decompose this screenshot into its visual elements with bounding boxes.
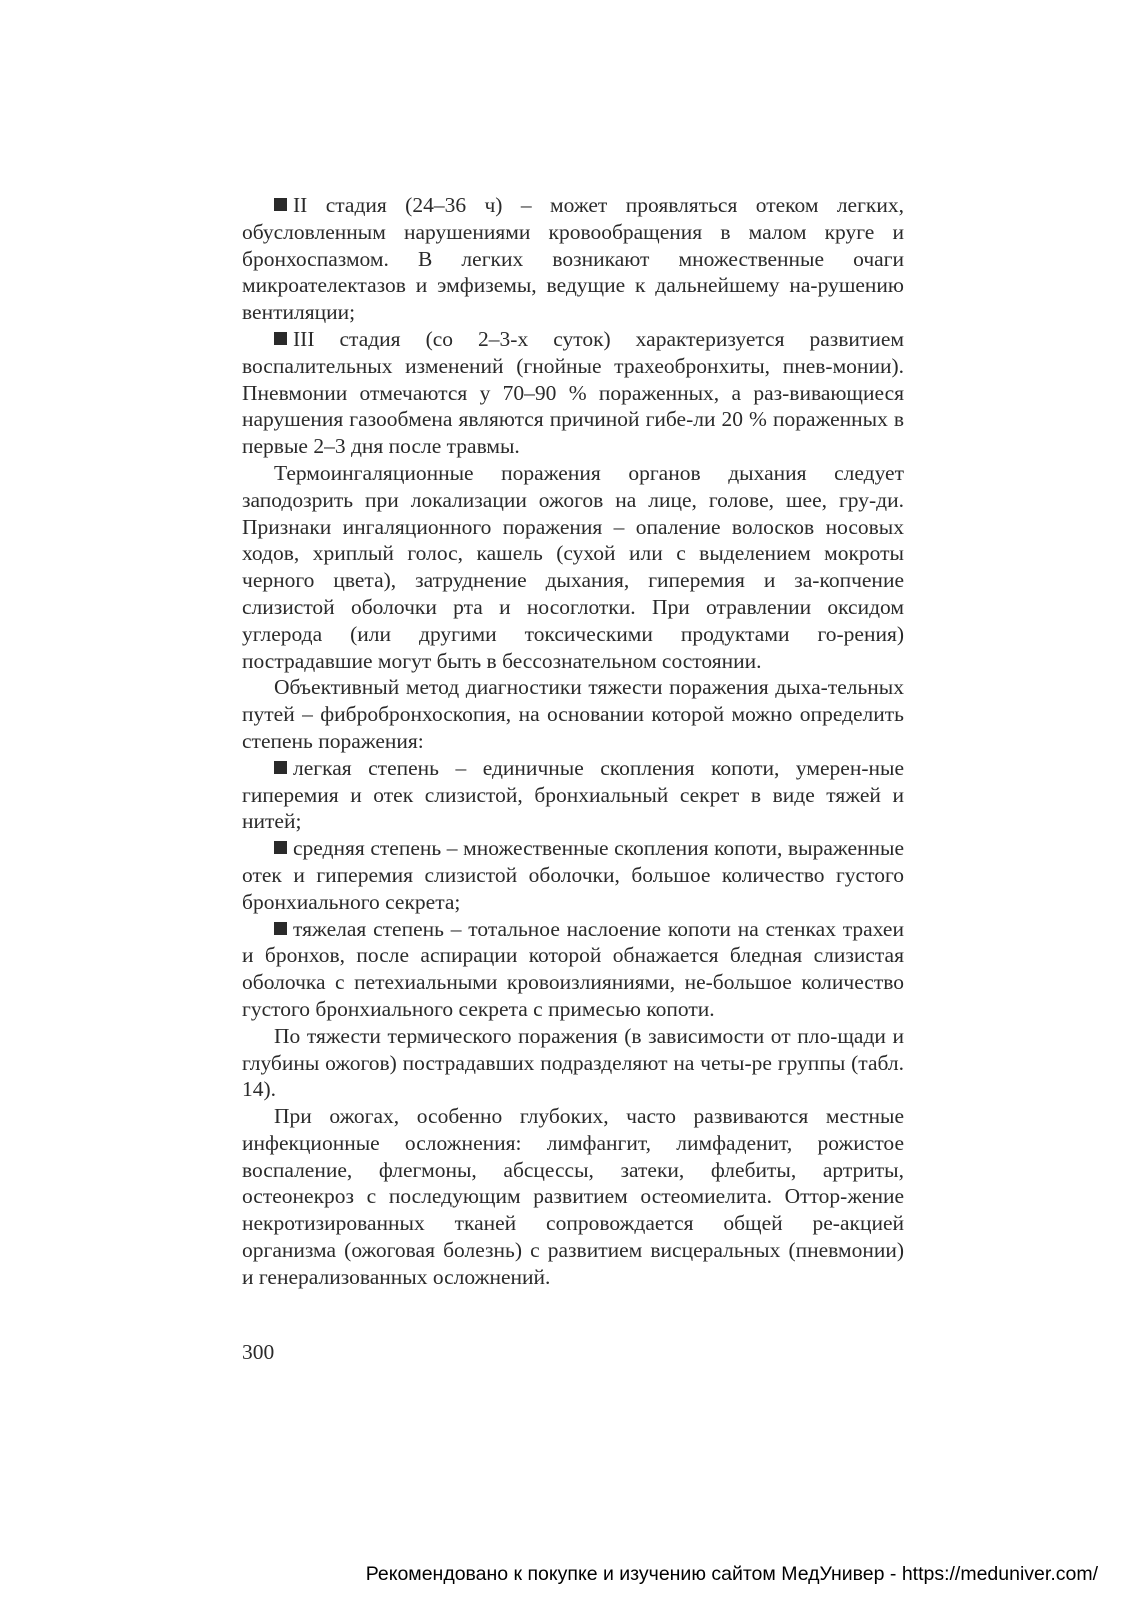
paragraph-severity-groups: [242, 1023, 904, 1103]
paragraph-diagnostics: [242, 674, 904, 754]
paragraph-text: Термоингаляционные поражения органов дыхания следует заподозрить при локализации ожогов на лице, голове, шее, гру-ди. Признаки ингаляционного поражения – опаление волосков носовых ходов, хриплый голос, кашель (сухой или с выделением мокроты черного цвета), затруднение дыхания, гиперемия и за-копчение слизистой оболочки рта и носоглотки. При отравлении оксидом углерода (или другими токсическими продуктами го-рения) пострадавшие могут быть в бессознательном состоянии.: [242, 460, 904, 673]
paragraph-text: По тяжести термического поражения (в зависимости от пло-щади и глубины ожогов) пострадавших подразделяют на четы-ре группы (табл. 14).: [242, 1023, 904, 1102]
paragraph-text: средняя степень – множественные скопления копоти, выраженные отек и гиперемия слизистой оболочки, большое количество густого бронхиального секрета;: [242, 836, 904, 914]
footer-note: Рекомендовано к покупке и изучению сайтом МедУнивер - https://meduniver.com/: [365, 1563, 1098, 1585]
page-text: [242, 192, 904, 1291]
paragraph-thermo-inhalation: [242, 460, 904, 674]
paragraph-complications: [242, 1103, 904, 1291]
page-number: 300: [242, 1340, 275, 1364]
black-square-icon: [274, 922, 287, 935]
black-square-icon: [274, 332, 287, 345]
paragraph-text: II стадия (24–36 ч) – может проявляться отеком легких, обусловленным нарушениями кровообращения в малом круге и бронхоспазмом. В легких возникают множественные очаги микроателектазов и эмфиземы, ведущие к дальнейшему на-рушению вентиляции;: [242, 193, 904, 325]
paragraph-mild-degree: [242, 755, 904, 835]
black-square-icon: [274, 761, 287, 774]
paragraph-text: Объективный метод диагностики тяжести поражения дыха-тельных путей – фибробронхоскопия, на основании которой можно определить степень поражения:: [242, 675, 904, 753]
paragraph-severe-degree: [242, 916, 904, 1023]
paragraph-stage-3: [242, 326, 904, 460]
black-square-icon: [274, 198, 287, 211]
paragraph-text: тяжелая степень – тотальное наслоение копоти на стенках трахеи и бронхов, после аспирации которой обнажается бледная слизистая оболочка с петехиальными кровоизлияниями, не-большое количество густого бронхиального секрета с примесью копоти.: [242, 916, 904, 1021]
paragraph-text: III стадия (со 2–3-х суток) характеризуется развитием воспалительных изменений (гнойные трахеобронхиты, пнев-монии). Пневмонии отмечаются у 70–90 % пораженных, а раз-вивающиеся нарушения газообмена являются причиной гибе-ли 20 % пораженных в первые 2–3 дня после травмы.: [242, 326, 904, 459]
paragraph-text: легкая степень – единичные скопления копоти, умерен-ные гиперемия и отек слизистой, бронхиальный секрет в виде тяжей и нитей;: [242, 755, 904, 834]
paragraph-stage-2: [242, 192, 904, 326]
black-square-icon: [274, 841, 287, 854]
paragraph-text: При ожогах, особенно глубоких, часто развиваются местные инфекционные осложнения: лимфангит, лимфаденит, рожистое воспаление, флегмоны, абсцессы, затеки, флебиты, артриты, остеонекроз с последующим развитием остеомиелита. Оттор-жение некротизированных тканей сопровождается общей ре-акцией организма (ожоговая болезнь) с развитием висцеральных (пневмонии) и генерализованных осложнений.: [242, 1104, 904, 1289]
paragraph-medium-degree: [242, 835, 904, 915]
